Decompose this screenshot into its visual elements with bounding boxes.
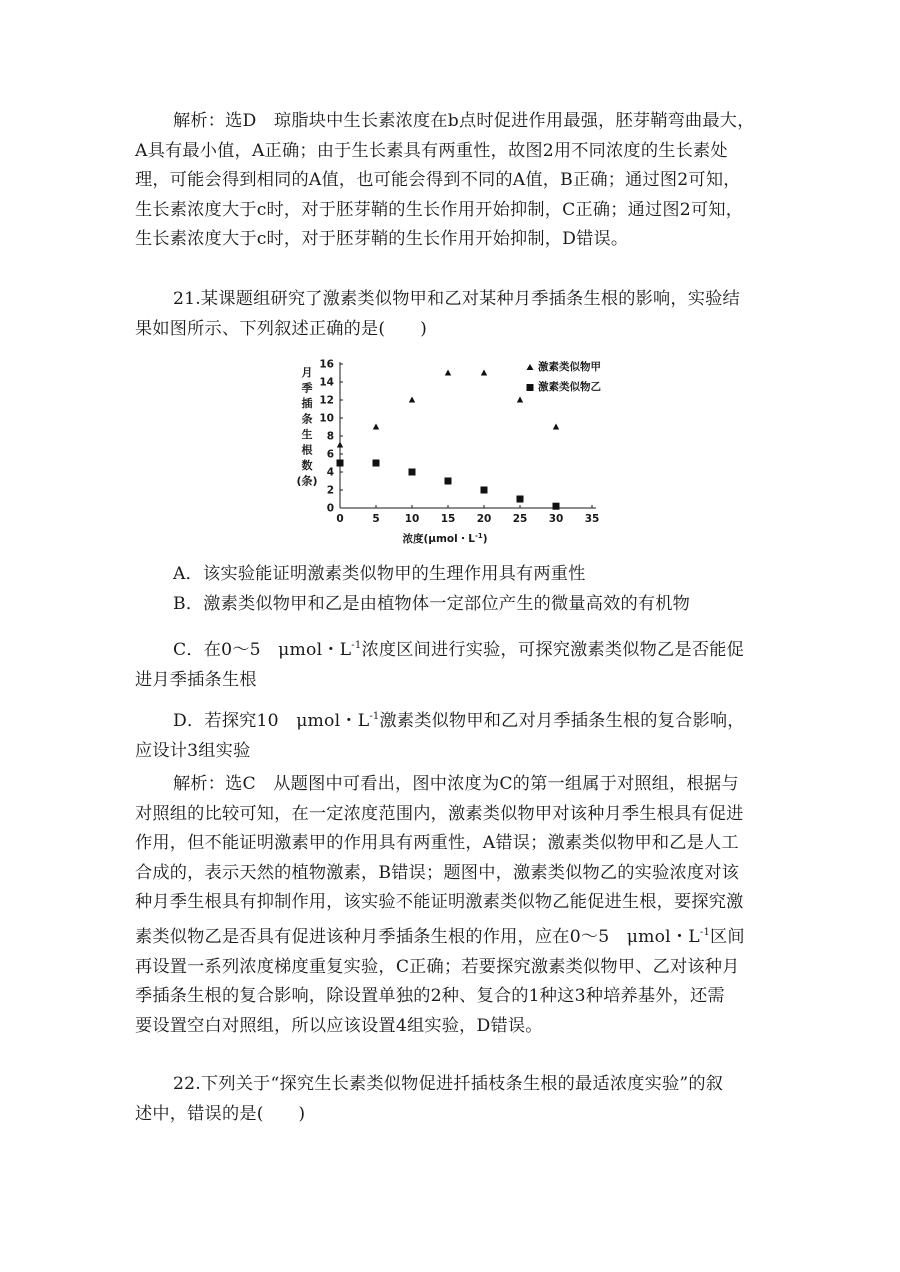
x-tick-label: 20 <box>476 513 492 525</box>
data-point-series-yi <box>337 460 344 467</box>
x-tick-label: 5 <box>372 513 380 525</box>
y-label-char: 季 <box>301 381 313 395</box>
legend-label: 激素类似物乙 <box>538 381 601 393</box>
data-point-series-yi <box>553 503 560 510</box>
data-point-series-jia <box>517 397 523 403</box>
question-21-line: 果如图所示、下列叙述正确的是( ) <box>135 318 428 339</box>
y-tick-label: 8 <box>326 430 334 443</box>
scatter-chart <box>295 352 620 550</box>
question-21-stem <box>135 285 767 344</box>
question-22-line: 22.下列关于“探究生长素类似物促进扦插枝条生根的最适浓度实验”的叙 <box>173 1074 724 1094</box>
option-d-line2: 应设计3组实验 <box>135 740 251 761</box>
x-tick-label: 10 <box>404 513 420 525</box>
y-tick-label: 10 <box>319 412 334 425</box>
data-marks <box>337 370 560 510</box>
option-d-text: D．若探究10 μmol・L <box>173 711 370 731</box>
y-ticks <box>319 359 343 515</box>
x-tick-label: 0 <box>336 513 344 525</box>
data-point-series-yi <box>373 460 380 467</box>
data-point-series-yi <box>517 496 524 503</box>
analysis-20-line: 生长素浓度大于c时，对于胚芽鞘的生长作用开始抑制，D错误。 <box>135 229 629 250</box>
analysis-20-line: 生长素浓度大于c时，对于胚芽鞘的生长作用开始抑制，C正确；通过图2可知， <box>135 199 744 220</box>
option-c-text: C．在0～5 μmol・L <box>173 640 352 660</box>
analysis-21-line: 种月季生根具有抑制作用，该实验不能证明激素类似物乙能促进生根，要探究激 <box>135 892 744 913</box>
chart-svg <box>295 352 620 550</box>
data-point-series-jia <box>373 424 379 430</box>
y-tick-label: 6 <box>326 448 334 461</box>
question-22-line: 述中，错误的是( ) <box>135 1103 306 1124</box>
y-label-char: 月 <box>301 366 313 379</box>
analysis-21-line: 再设置一系列浓度梯度重复实验，C正确；若要探究激素类似物甲、乙对该种月 <box>135 956 740 977</box>
x-tick-label: 25 <box>512 513 528 525</box>
y-axis-label <box>296 366 317 488</box>
option-d <box>135 702 767 766</box>
data-point-series-jia <box>553 424 559 430</box>
y-label-char: 插 <box>301 397 313 410</box>
option-d-text-cont: 激素类似物甲和乙对月季插条生根的复合影响， <box>379 711 745 731</box>
analysis-21-text-cont: 区间 <box>710 926 745 947</box>
y-tick-label: 2 <box>326 484 334 497</box>
data-point-series-jia <box>337 442 343 448</box>
option-c <box>135 631 767 695</box>
analysis-21-line: 解析：选C 从题图中可看出，图中浓度为C的第一组属于对照组，根据与 <box>173 774 739 794</box>
option-c-line2: 进月季插条生根 <box>135 669 257 690</box>
analysis-21-text: 素类似物乙是否具有促进该种月季插条生根的作用，应在0～5 μmol・L <box>135 926 700 947</box>
y-tick-label: 0 <box>326 502 334 515</box>
option-c-sup: -1 <box>351 640 362 651</box>
data-point-series-yi <box>481 487 488 494</box>
option-b <box>135 590 767 620</box>
y-tick-label: 12 <box>319 394 334 407</box>
y-label-char: 根 <box>301 443 313 457</box>
analysis-21-sup: -1 <box>699 926 711 938</box>
legend-marker-triangle <box>527 364 534 370</box>
data-point-series-yi <box>409 469 416 476</box>
legend-label: 激素类似物甲 <box>538 361 601 373</box>
data-point-series-jia <box>409 397 415 403</box>
x-tick-label: 30 <box>548 513 564 525</box>
y-tick-label: 16 <box>319 358 334 371</box>
data-point-series-jia <box>445 370 451 376</box>
option-c-text-cont: 浓度区间进行实验，可探究激素类似物乙是否能促 <box>361 640 744 660</box>
question-21-line: 21.某课题组研究了激素类似物甲和乙对某种月季插条生根的影响，实验结 <box>173 289 740 309</box>
analysis-20-line: 理，可能会得到相同的A值，也可能会得到不同的A值，B正确；通过图2可知， <box>135 170 741 191</box>
x-tick-label: 35 <box>584 513 600 525</box>
analysis-21-line: 作用，但不能证明激素甲的作用具有两重性，A错误；激素类似物甲和乙是人工 <box>135 833 739 854</box>
x-tick-label: 15 <box>440 513 456 525</box>
option-a <box>135 560 767 590</box>
analysis-20 <box>135 107 767 255</box>
analysis-20-line: 解析：选D 琼脂块中生长素浓度在b点时促进作用最强，胚芽鞘弯曲最大， <box>173 111 755 131</box>
legend-marker-square <box>527 384 534 391</box>
analysis-21 <box>135 770 767 1041</box>
option-a-text: A．该实验能证明激素类似物甲的生理作用具有两重性 <box>173 564 586 584</box>
option-c-line <box>135 631 767 666</box>
analysis-20-line: A具有最小值，A正确；由于生长素具有两重性，故图2用不同浓度的生长素处 <box>135 140 728 161</box>
y-label-char: 数 <box>301 459 313 472</box>
option-d-sup: -1 <box>369 711 380 722</box>
option-d-line <box>135 702 767 737</box>
y-tick-label: 14 <box>319 376 334 389</box>
y-label-char: (条) <box>296 474 318 488</box>
analysis-21-line: 要设置空白对照组，所以应该设置4组实验，D错误。 <box>135 1015 543 1036</box>
x-axis-label: 浓度(μmol・$L^{-1}$) <box>402 532 488 545</box>
question-22-stem <box>135 1070 767 1129</box>
option-b-text: B．激素类似物甲和乙是由植物体一定部位产生的微量高效的有机物 <box>173 594 691 614</box>
analysis-21-line: 合成的，表示天然的植物激素，B错误；题图中，激素类似物乙的实验浓度对该 <box>135 862 740 883</box>
legend <box>527 360 602 393</box>
analysis-21-line: 季插条生根的复合影响，除设置单独的2种、复合的1种这3种培养基外，还需 <box>135 986 725 1007</box>
data-point-series-jia <box>481 370 487 376</box>
analysis-21-line: 对照组的比较可知，在一定浓度范围内，激素类似物甲对该种月季生根具有促进 <box>135 803 744 824</box>
analysis-21-line <box>97 918 767 953</box>
data-point-series-yi <box>445 478 452 485</box>
y-tick-label: 4 <box>326 466 334 479</box>
y-label-char: 生 <box>301 428 313 441</box>
y-label-char: 条 <box>301 412 313 426</box>
